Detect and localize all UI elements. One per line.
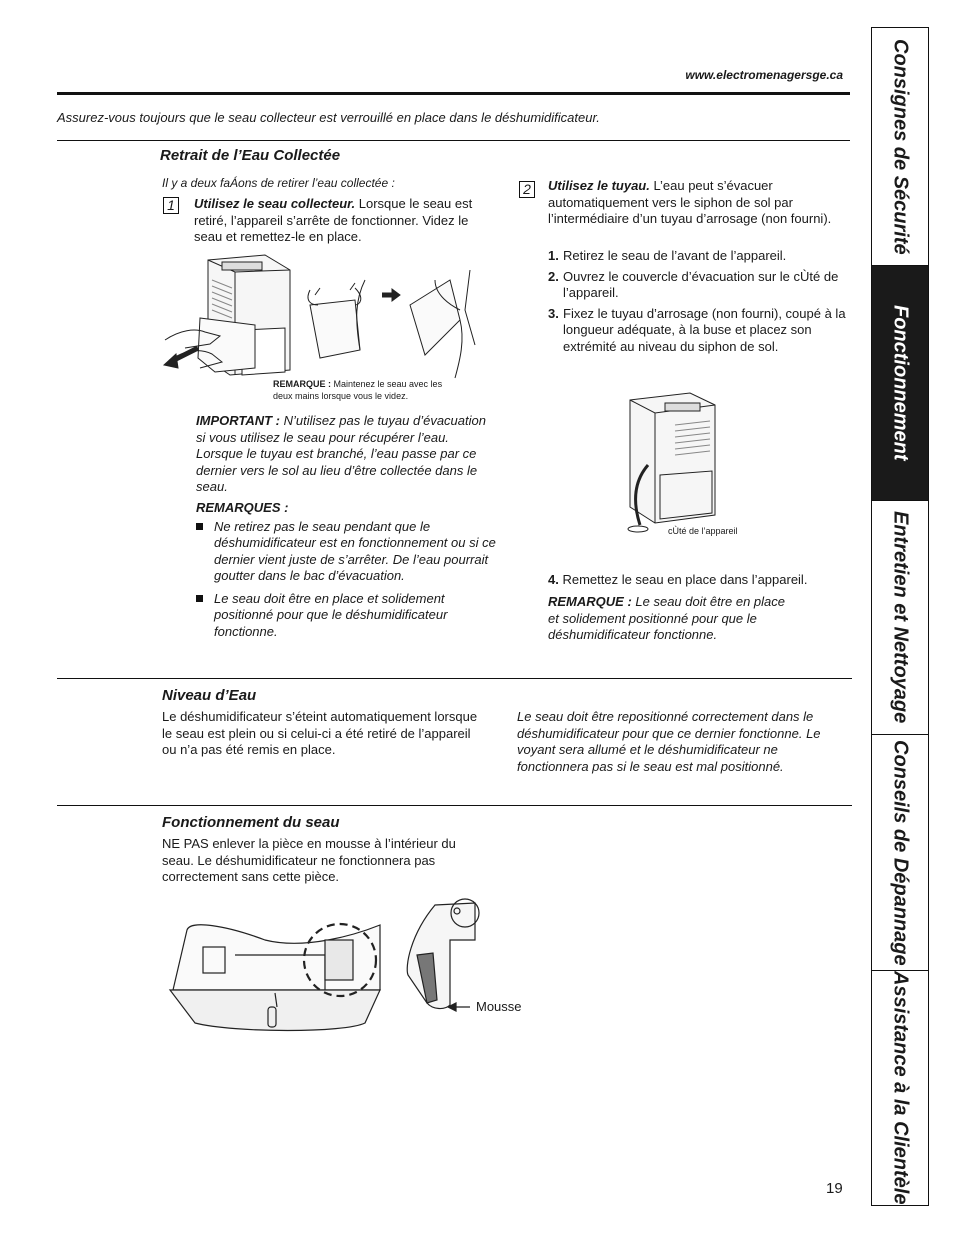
section-divider bbox=[57, 805, 852, 806]
bucket-note bbox=[273, 378, 448, 402]
hose-step bbox=[548, 269, 848, 302]
bucket-note-text: Maintenez le seau avec les deux mains lorsque vous le videz. bbox=[273, 379, 443, 401]
important-text: N’utilisez pas le tuyau d’évacuation si vous utilisez le seau pour récupérer l’eau. Lorsque le tuyau est branché, l’eau passe par ce dernier vers le sol au lieu d’être collectée dans le seau. bbox=[196, 413, 486, 494]
fonct-title: Fonctionnement du seau bbox=[162, 814, 340, 831]
step-text: Fixez le tuyau d’arrosage (non fourni), coupé à la longueur adéquate, à la buse et placez son extrémité au niveau du siphon de sol. bbox=[563, 305, 846, 354]
section-divider bbox=[57, 140, 850, 141]
bullet-square-icon bbox=[196, 523, 203, 530]
tab-consignes[interactable] bbox=[872, 28, 928, 266]
hose-steps bbox=[548, 248, 848, 359]
section-divider bbox=[57, 678, 852, 679]
step-text: Retirez le seau de l’avant de l’appareil. bbox=[563, 248, 787, 263]
hose-step bbox=[548, 306, 848, 356]
step-text: Remettez le seau en place dans l’appareil. bbox=[558, 572, 808, 587]
method-2-text bbox=[548, 178, 848, 228]
remarques-bullet bbox=[196, 591, 496, 641]
website-url: www.electromenagersge.ca bbox=[685, 68, 843, 82]
bullet-text: Ne retirez pas le seau pendant que le déshumidificateur est en fonctionnement ou si ce dernier vient juste de s’arrêter. De l’eau pourrait goutter dans le bac d’évacuation. bbox=[214, 518, 496, 583]
step-number: 4. bbox=[548, 572, 559, 587]
tab-label: Consignes de Sécurité bbox=[889, 38, 912, 255]
method-1-label: Utilisez le seau collecteur. bbox=[194, 196, 356, 211]
step-4 bbox=[548, 572, 848, 589]
niveau-title: Niveau d’Eau bbox=[162, 687, 257, 704]
remarque-2-text: Le seau doit être en place et solidement positionné pour que le déshumidificateur fonctionne. bbox=[548, 594, 786, 642]
intro-text: Assurez-vous toujours que le seau collecteur est verrouillé en place dans le déshumidificateur. bbox=[57, 110, 600, 125]
niveau-left-text: Le déshumidificateur s’éteint automatiquement lorsque le seau est plein ou si celui-ci a été retiré de l’appareil ou n’a pas été remis en place. bbox=[162, 709, 478, 757]
remarques-label: REMARQUES : bbox=[196, 500, 289, 515]
bullet-text: Le seau doit être en place et solidement positionné pour que le déshumidificateur fonctionne. bbox=[214, 590, 448, 639]
step-number: 3. bbox=[548, 305, 559, 321]
method-2-number: 2 bbox=[519, 181, 535, 198]
tab-label: Fonctionnement bbox=[889, 305, 912, 461]
section-tabs bbox=[871, 27, 929, 1206]
step-number: 1. bbox=[548, 248, 559, 263]
header-rule bbox=[57, 92, 850, 95]
fonct-text: NE PAS enlever la pièce en mousse à l’intérieur du seau. Le déshumidificateur ne fonctionnera pas correctement sans cette pièce. bbox=[162, 836, 456, 884]
method-2-desc: L’eau peut s’évacuer automatiquement vers le siphon de sol par l’intermédiaire d’un tuyau d’arrosage (non fourni). bbox=[548, 178, 832, 226]
retrait-lead: Il y a deux faÁons de retirer l’eau collectée : bbox=[162, 176, 395, 190]
niveau-right-text: Le seau doit être repositionné correctement dans le déshumidificateur pour que ce dernier fonctionne. Le voyant sera allumé et le déshumidificateur ne fonctionnera pas si le seau est mal positionné. bbox=[517, 709, 821, 774]
method-1-number: 1 bbox=[163, 197, 179, 214]
page-number: 19 bbox=[826, 1180, 843, 1197]
step-text: Ouvrez le couvercle d’évacuation sur le cÙté de l’appareil. bbox=[563, 268, 839, 300]
tab-label: Assistance à la Clientèle bbox=[889, 970, 912, 1205]
remarques-block bbox=[196, 500, 496, 646]
method-1-text bbox=[194, 196, 494, 246]
step-number: 2. bbox=[548, 268, 559, 284]
remarque-2 bbox=[548, 594, 798, 644]
bucket-note-label: REMARQUE : bbox=[273, 379, 331, 389]
bucket-foam-illustration bbox=[165, 895, 510, 1045]
important-paragraph bbox=[196, 413, 496, 496]
tab-entretien[interactable] bbox=[872, 501, 928, 735]
side-caption: cÙté de l’appareil bbox=[668, 526, 738, 536]
tab-assistance[interactable] bbox=[872, 971, 928, 1204]
method-2-label: Utilisez le tuyau. bbox=[548, 178, 650, 193]
tab-fonctionnement[interactable] bbox=[872, 266, 928, 501]
remarques-bullet bbox=[196, 519, 496, 585]
hose-step bbox=[548, 248, 848, 265]
tab-label: Conseils de Dépannage bbox=[889, 739, 912, 966]
remarque-2-label: REMARQUE : bbox=[548, 594, 632, 609]
mousse-label: Mousse bbox=[476, 999, 522, 1014]
important-label: IMPORTANT : bbox=[196, 413, 281, 428]
tab-conseils[interactable] bbox=[872, 735, 928, 971]
retrait-title: Retrait de l’Eau Collectée bbox=[160, 147, 341, 164]
bullet-square-icon bbox=[196, 595, 203, 602]
hose-drain-illustration bbox=[620, 375, 730, 535]
bucket-removal-illustration bbox=[160, 250, 490, 380]
tab-label: Entretien et Nettoyage bbox=[889, 511, 912, 724]
method-1-desc: Lorsque le seau est retiré, l’appareil s’arrête de fonctionner. Videz le seau et remettez-le en place. bbox=[194, 196, 473, 244]
